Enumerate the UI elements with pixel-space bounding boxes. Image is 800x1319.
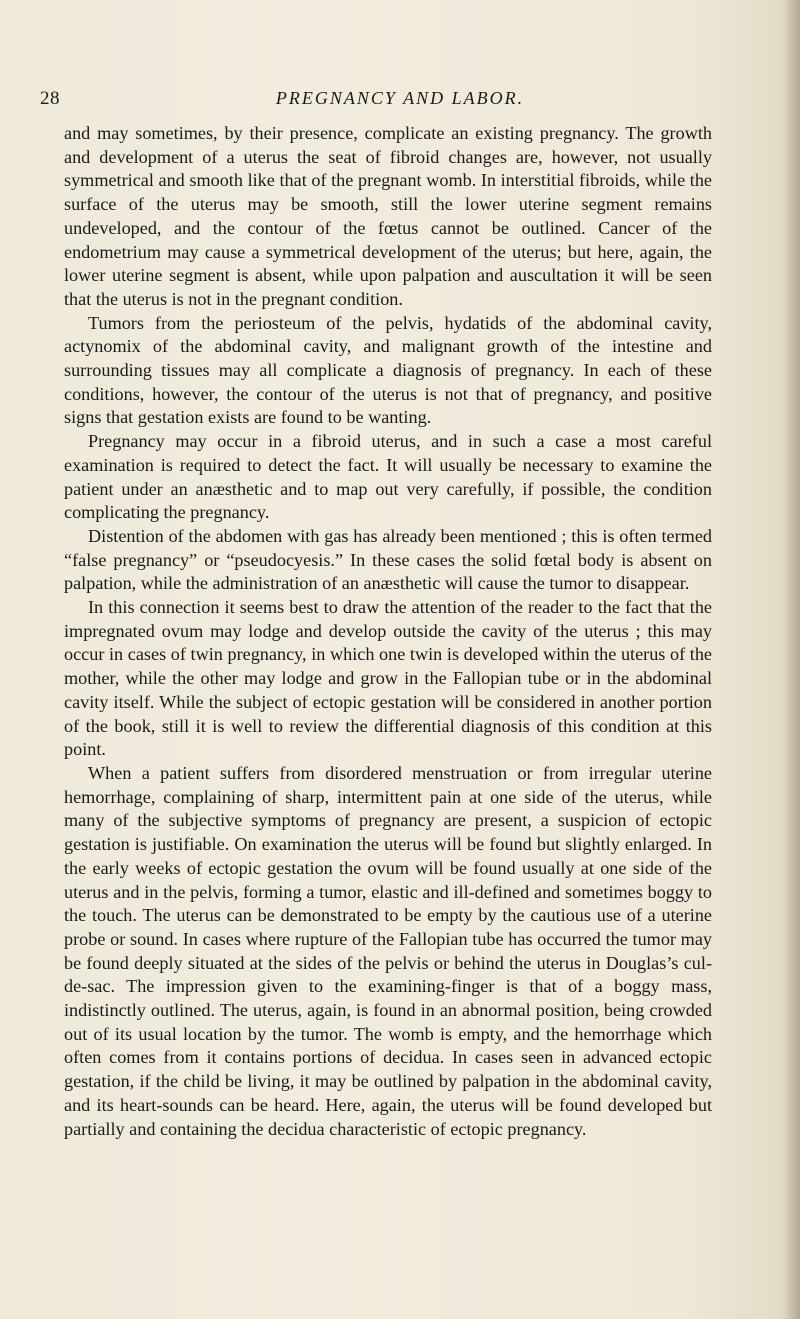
running-title: PREGNANCY AND LABOR. (275, 88, 525, 108)
paragraph: Distention of the abdomen with gas has already been mentioned ; this is often termed “false pregnancy” or “pseudocyesis.” In these cases the solid fœtal body is absent on palpation, while the administration of an anæsthetic will cause the tumor to disappear. (64, 525, 712, 594)
running-head (40, 88, 760, 112)
paragraph: Pregnancy may occur in a fibroid uterus, and in such a case a most careful examination is required to detect the fact. It will usually be necessary to examine the patient under an anæsthetic and to map out very carefully, if possible, the condition complicating the pregnancy. (64, 431, 712, 523)
paragraph: Tumors from the periosteum of the pelvis, hydatids of the abdominal cavity, actynomix of the abdominal cavity, and malignant growth of the intestine and surrounding tissues may all complicate a diagnosis of pregnancy. In each of these conditions, however, the contour of the uterus is not that of pregnancy, and positive signs that gestation exists are found to be wanting. (64, 312, 712, 428)
paragraph: and may sometimes, by their presence, complicate an existing pregnancy. The growth and development of a uterus the seat of fibroid changes are, however, not usually symmetrical and smooth like that of the pregnant womb. In interstitial fibroids, while the surface of the uterus may be smooth, still the lower uterine segment remains undeveloped, and the contour of the fœtus cannot be outlined. Cancer of the endometrium may cause a symmetrical development of the uterus; but here, again, the lower uterine segment is absent, while upon palpation and auscultation it will be seen that the uterus is not in the pregnant condition. (64, 123, 712, 309)
page-number: 28 (40, 88, 60, 109)
page-edge-shadow (784, 0, 800, 1319)
paragraph: When a patient suffers from disordered menstruation or from irregular uterine hemorrhage, complaining of sharp, intermittent pain at one side of the uterus, while many of the subjective symptoms of pregnancy are present, a suspicion of ectopic gestation is justifiable. On examination the uterus will be found but slightly enlarged. In the early weeks of ectopic gestation the ovum will be found usually at one side of the uterus and in the pelvis, forming a tumor, elastic and ill-defined and sometimes boggy to the touch. The uterus can be demonstrated to be empty by the cautious use of a uterine probe or sound. In cases where rupture of the Fallopian tube has occurred the tumor may be found deeply situated at the sides of the pelvis or behind the uterus in Douglas’s cul-de-sac. The impression given to the examining-finger is that of a boggy mass, indistinctly outlined. The uterus, again, is found in an abnormal position, being crowded out of its usual location by the tumor. The womb is empty, and the hemorrhage which often comes from it contains portions of decidua. In cases seen in advanced ectopic gestation, if the child be living, it may be outlined by palpation in the abdominal cavity, and its heart-sounds can be heard. Here, again, the uterus will be found developed but partially and containing the decidua characteristic of ectopic pregnancy. (64, 762, 712, 1139)
body-text (64, 122, 712, 1141)
paragraph: In this connection it seems best to draw the attention of the reader to the fact that the impregnated ovum may lodge and develop outside the cavity of the uterus ; this may occur in cases of twin pregnancy, in which one twin is developed within the uterus of the mother, while the other may lodge and grow in the Fallopian tube or in the abdominal cavity itself. While the subject of ectopic gestation will be considered in another portion of the book, still it is well to review the differential diagnosis of this condition at this point. (64, 597, 712, 760)
